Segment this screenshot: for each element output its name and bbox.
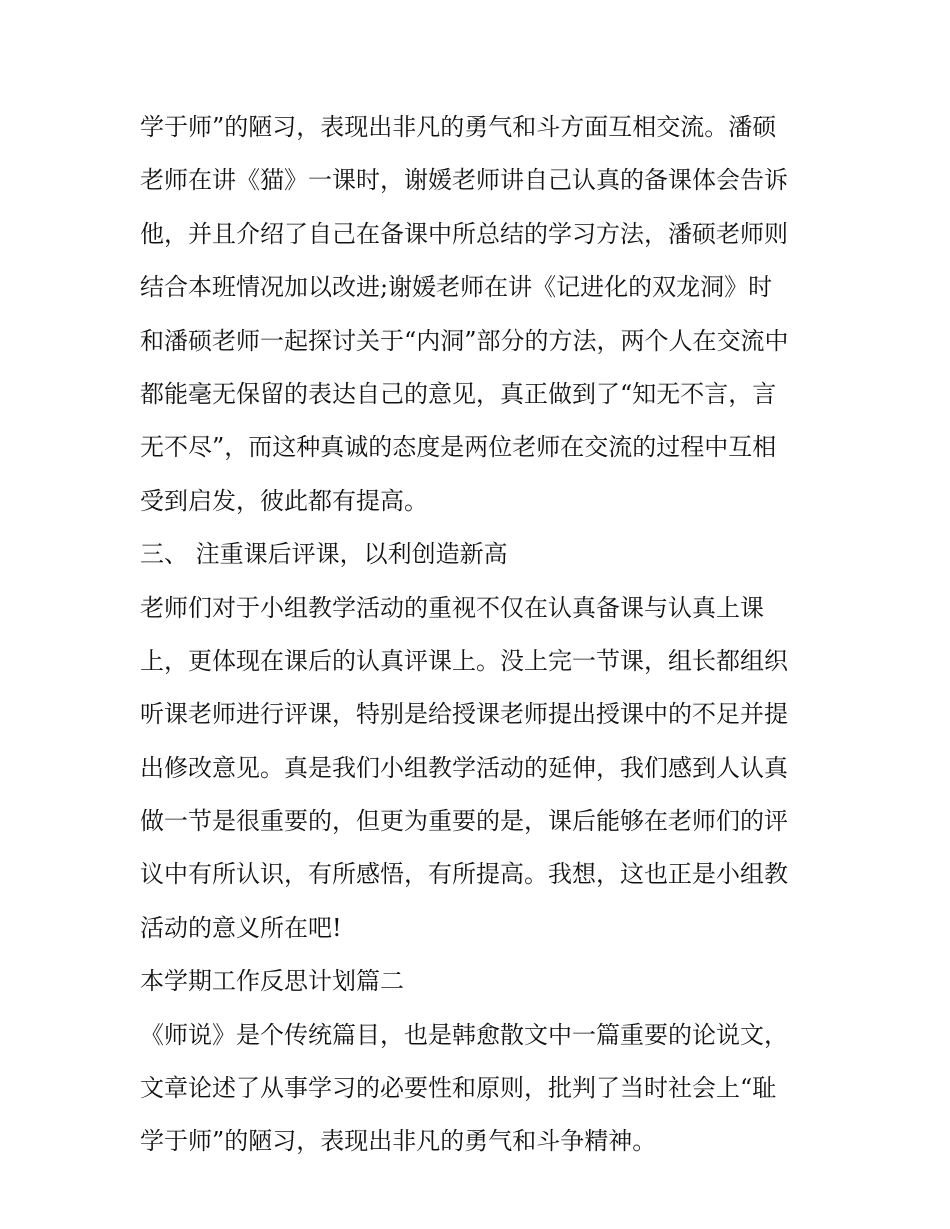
text-line: 上，更体现在课后的认真评课上。没上完一节课，组长都组织 [140,646,788,675]
article-title: 本学期工作反思计划篇二 [140,967,404,996]
text-line: 都能毫无保留的表达自己的意见，真正做到了“知无不言，言 [140,379,777,408]
text-line: 文章论述了从事学习的必要性和原则，批判了当时社会上“耻 [140,1074,777,1103]
text-line: 学于师”的陋习，表现出非凡的勇气和斗方面互相交流。潘硕 [140,113,777,141]
text-line: 出修改意见。真是我们小组教学活动的延伸，我们感到人认真 [140,753,788,782]
text-line: 学于师”的陋习，表现出非凡的勇气和斗争精神。 [140,1127,657,1156]
text-line: 做一节是很重要的，但更为重要的是，课后能够在老师们的评 [140,807,788,836]
text-line: 老师们对于小组教学活动的重视不仅在认真备课与认真上课 [140,593,764,622]
text-line: 结合本班情况加以改进;谢媛老师在讲《记进化的双龙洞》时 [140,273,773,302]
text-line: 无不尽”，而这种真诚的态度是两位老师在交流的过程中互相 [140,433,777,462]
text-line: 他，并且介绍了自己在备课中所总结的学习方法，潘硕老师则 [140,219,788,248]
text-line: 听课老师进行评课，特别是给授课老师提出授课中的不足并提 [140,700,788,729]
section-heading: 三、 注重课后评课，以利创造新高 [140,540,508,569]
text-line: 议中有所认识，有所感悟，有所提高。我想，这也正是小组教 [140,860,788,889]
text-line: 《师说》是个传统篇目，也是韩愈散文中一篇重要的论说文， [140,1020,788,1049]
text-line: 老师在讲《猫》一课时，谢媛老师讲自己认真的备课体会告诉 [140,166,788,195]
document-body [140,101,820,1169]
text-line: 受到启发，彼此都有提高。 [140,486,428,515]
text-line: 活动的意义所在吧! [140,913,342,942]
text-line: 和潘硕老师一起探讨关于“内洞”部分的方法，两个人在交流中 [140,326,789,355]
